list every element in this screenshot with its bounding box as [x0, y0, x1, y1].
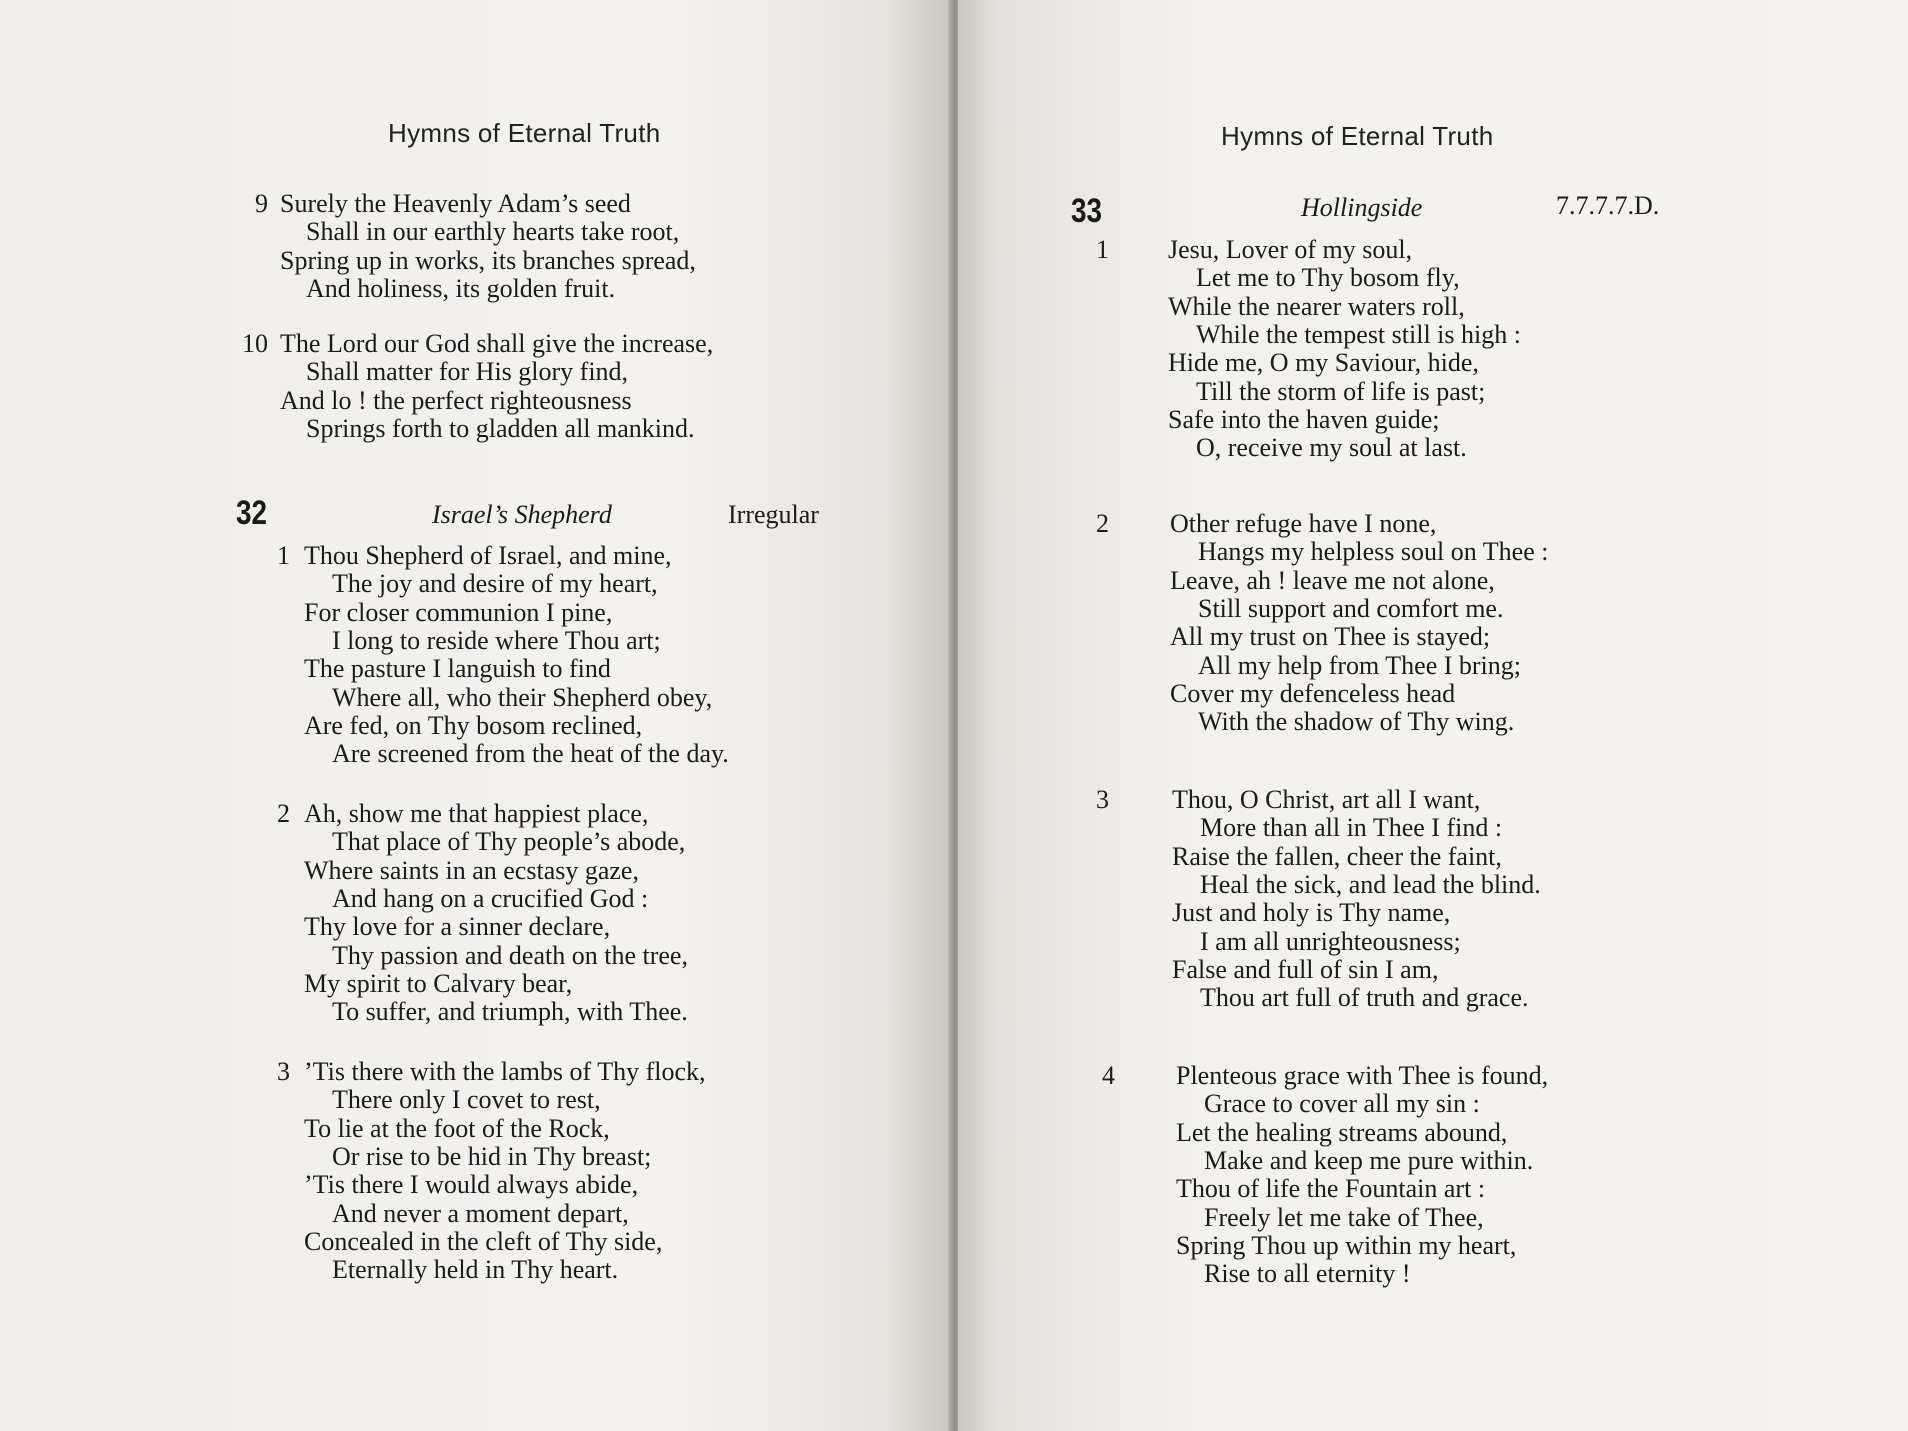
- verse-line: Where saints in an ecstasy gaze,: [304, 855, 639, 885]
- verse-number: 4: [1102, 1061, 1115, 1090]
- verse-line: All my help from Thee I bring;: [1198, 650, 1522, 680]
- verse-line: That place of Thy people’s abode,: [332, 827, 686, 857]
- verse-line: Raise the fallen, cheer the faint,: [1172, 841, 1502, 871]
- verse-line: Shall matter for His glory find,: [306, 357, 629, 387]
- verse-line: Cover my defenceless head: [1170, 678, 1456, 708]
- verse-line: While the nearer waters roll,: [1168, 291, 1465, 321]
- verse-number: 1: [277, 541, 290, 570]
- hymn-number: 32: [236, 494, 268, 532]
- verse-line: While the tempest still is high :: [1196, 319, 1521, 349]
- verse-line: ’Tis there with the lambs of Thy flock,: [304, 1057, 706, 1086]
- verse-line: Or rise to be hid in Thy breast;: [332, 1141, 652, 1171]
- verse-line: The joy and desire of my heart,: [332, 569, 658, 599]
- verse-line: Spring Thou up within my heart,: [1176, 1230, 1517, 1260]
- verse-line: Spring up in works, its branches spread,: [280, 245, 696, 275]
- verse-line: For closer communion I pine,: [304, 597, 613, 627]
- verse-line: Plenteous grace with Thee is found,: [1176, 1061, 1549, 1090]
- verse-number: 2: [1096, 509, 1109, 538]
- left-page: [0, 0, 952, 1431]
- meter: 7.7.7.7.D.: [1556, 191, 1660, 220]
- verse-line: Are screened from the heat of the day.: [332, 739, 729, 769]
- verse-line: Other refuge have I none,: [1170, 509, 1437, 538]
- tune-name: Hollingside: [1301, 193, 1423, 222]
- verse-line: Thou of life the Fountain art :: [1176, 1174, 1486, 1204]
- verse-line: Let me to Thy bosom fly,: [1196, 263, 1460, 293]
- verse-line: Till the storm of life is past;: [1196, 376, 1486, 406]
- verse-line: Jesu, Lover of my soul,: [1168, 235, 1413, 264]
- verse-line: O, receive my soul at last.: [1196, 433, 1467, 463]
- verse-line: Thy passion and death on the tree,: [332, 940, 688, 970]
- verse-line: To lie at the foot of the Rock,: [304, 1113, 610, 1143]
- verse-line: All my trust on Thee is stayed;: [1170, 622, 1491, 652]
- verse-line: My spirit to Calvary bear,: [304, 968, 573, 998]
- verse-line: Safe into the haven guide;: [1168, 404, 1440, 434]
- verse-line: With the shadow of Thy wing.: [1198, 707, 1515, 737]
- running-head: Hymns of Eternal Truth: [1221, 121, 1494, 151]
- verse-line: And never a moment depart,: [332, 1198, 629, 1228]
- verse-line: Just and holy is Thy name,: [1172, 898, 1451, 928]
- verse-line: Still support and comfort me.: [1198, 593, 1504, 623]
- verse-line: Thou Shepherd of Israel, and mine,: [304, 541, 672, 570]
- verse-number: 3: [1096, 785, 1109, 814]
- verse-line: Leave, ah ! leave me not alone,: [1170, 565, 1495, 595]
- verse-line: I long to reside where Thou art;: [332, 625, 661, 655]
- verse-line: The Lord our God shall give the increase,: [280, 329, 714, 358]
- verse-line: False and full of sin I am,: [1172, 954, 1439, 984]
- verse-line: To suffer, and triumph, with Thee.: [332, 997, 688, 1027]
- verse-line: Rise to all eternity !: [1204, 1259, 1411, 1289]
- verse-number: 3: [277, 1057, 290, 1086]
- verse-line: Freely let me take of Thee,: [1204, 1202, 1484, 1232]
- verse-line: Thou, O Christ, art all I want,: [1172, 785, 1481, 814]
- verse-number: 9: [255, 189, 268, 218]
- verse-number: 1: [1096, 235, 1109, 264]
- verse-line: Thou art full of truth and grace.: [1200, 983, 1529, 1013]
- tune-name: Israel’s Shepherd: [432, 500, 612, 529]
- verse-line: Ah, show me that happiest place,: [304, 799, 649, 828]
- verse-line: And holiness, its golden fruit.: [306, 273, 616, 303]
- verse-line: The pasture I languish to find: [304, 654, 611, 684]
- verse-line: Are fed, on Thy bosom reclined,: [304, 710, 643, 740]
- hymn-number: 33: [1071, 192, 1103, 230]
- verse-line: Surely the Heavenly Adam’s seed: [280, 189, 631, 218]
- verse-line: There only I covet to rest,: [332, 1085, 601, 1115]
- verse-line: ’Tis there I would always abide,: [304, 1170, 639, 1200]
- verse-line: And hang on a crucified God :: [332, 883, 649, 913]
- verse-line: I am all unrighteousness;: [1200, 926, 1461, 956]
- verse-line: Hide me, O my Saviour, hide,: [1168, 348, 1479, 378]
- verse-number: 10: [242, 329, 268, 358]
- verse-line: Heal the sick, and lead the blind.: [1200, 869, 1541, 899]
- right-page: [958, 0, 1908, 1431]
- verse-line: Thy love for a sinner declare,: [304, 912, 611, 942]
- running-head: Hymns of Eternal Truth: [388, 118, 661, 148]
- meter: Irregular: [728, 500, 819, 529]
- verse-line: And lo ! the perfect righteousness: [280, 385, 632, 415]
- verse-line: Grace to cover all my sin :: [1204, 1089, 1480, 1119]
- verse-line: Springs forth to gladden all mankind.: [306, 413, 695, 443]
- verse-line: Shall in our earthly hearts take root,: [306, 217, 680, 247]
- verse-line: Let the healing streams abound,: [1176, 1117, 1508, 1147]
- verse-line: Make and keep me pure within.: [1204, 1145, 1534, 1175]
- verse-line: Where all, who their Shepherd obey,: [332, 682, 713, 712]
- verse-line: Hangs my helpless soul on Thee :: [1198, 537, 1549, 567]
- verse-line: Concealed in the cleft of Thy side,: [304, 1226, 663, 1256]
- verse-line: More than all in Thee I find :: [1200, 813, 1503, 843]
- verse-line: Eternally held in Thy heart.: [332, 1255, 619, 1285]
- verse-number: 2: [277, 799, 290, 828]
